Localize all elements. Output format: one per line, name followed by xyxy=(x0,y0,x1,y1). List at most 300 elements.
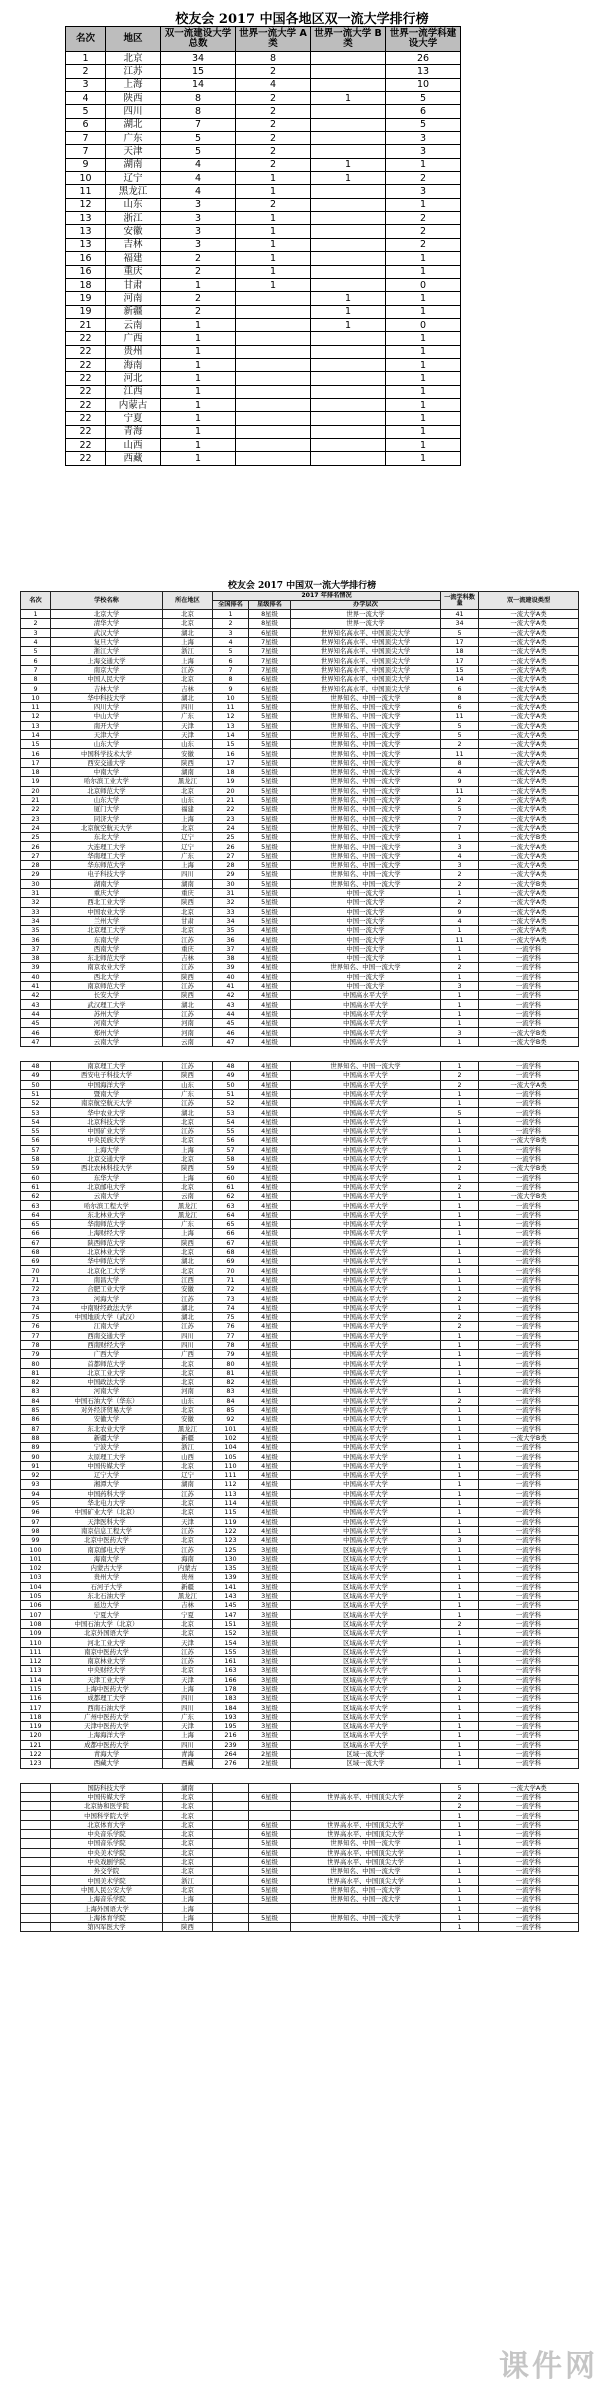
table-cell xyxy=(311,452,386,465)
table-cell: 78 xyxy=(213,1340,249,1349)
table-cell: 1 xyxy=(441,1154,479,1163)
table-cell: 一流学科 xyxy=(479,1009,579,1018)
table-cell: 一流大学A类 xyxy=(479,619,579,628)
table-cell: 区域高水平大学 xyxy=(291,1610,441,1619)
table-cell: 4星级 xyxy=(249,1127,291,1136)
table-row xyxy=(21,1108,579,1117)
table-row xyxy=(21,1885,579,1894)
table-cell: 7 xyxy=(213,665,249,674)
table-row xyxy=(21,721,579,730)
table-cell: 中国高水平大学 xyxy=(291,1154,441,1163)
table-cell: 1 xyxy=(386,332,461,345)
table-cell: 5星级 xyxy=(249,898,291,907)
table-cell: 一流大学A类 xyxy=(479,749,579,758)
table-cell: 浙江大学 xyxy=(51,647,163,656)
table-cell: 东北林业大学 xyxy=(51,1210,163,1219)
table-cell: 西北工业大学 xyxy=(51,898,163,907)
table-cell: 1 xyxy=(441,1867,479,1876)
table-cell: 山东 xyxy=(163,740,213,749)
table-row xyxy=(21,786,579,795)
table-row xyxy=(21,1876,579,1885)
table-cell: 一流大学A类 xyxy=(479,935,579,944)
table-cell: 16 xyxy=(21,749,51,758)
table-cell: 新疆大学 xyxy=(51,1433,163,1442)
table-cell: 天津医科大学 xyxy=(51,1517,163,1526)
column-header-region: 所在地区 xyxy=(163,592,213,610)
table-cell: 华北电力大学 xyxy=(51,1498,163,1507)
table-cell: 1 xyxy=(441,1839,479,1848)
table-cell: 5星级 xyxy=(249,795,291,804)
table-cell: 178 xyxy=(213,1684,249,1693)
table-cell: 26 xyxy=(21,842,51,851)
table-row xyxy=(66,78,461,91)
table-cell: 183 xyxy=(213,1694,249,1703)
table-cell: 河南 xyxy=(163,1028,213,1037)
table-cell: 华中科技大学 xyxy=(51,693,163,702)
column-header-rank: 名次 xyxy=(21,592,51,610)
table-row xyxy=(66,212,461,225)
table-cell: 18 xyxy=(213,768,249,777)
table-row xyxy=(21,647,579,656)
table-cell: 海南大学 xyxy=(51,1554,163,1563)
table-cell: 中国高水平大学 xyxy=(291,1229,441,1238)
table-cell: 中国高水平大学 xyxy=(291,1173,441,1182)
table-cell: 黑龙江 xyxy=(163,1210,213,1219)
table-row xyxy=(21,916,579,925)
table-cell: 8 xyxy=(236,52,311,65)
table-cell: 119 xyxy=(21,1722,51,1731)
table-cell: 上海 xyxy=(163,1913,213,1922)
table-cell: 1 xyxy=(236,278,311,291)
table-cell: 一流学科 xyxy=(479,1722,579,1731)
table-cell: 35 xyxy=(21,926,51,935)
table-cell: 3星级 xyxy=(249,1619,291,1628)
table-cell: 18 xyxy=(21,768,51,777)
table-row xyxy=(21,1783,579,1792)
table-cell: 73 xyxy=(213,1294,249,1303)
table-cell: 兰州大学 xyxy=(51,916,163,925)
table-row xyxy=(21,1848,579,1857)
table-cell: 5 xyxy=(21,647,51,656)
table-cell: 上海 xyxy=(106,78,161,91)
table-cell: 1 xyxy=(386,198,461,211)
table-row xyxy=(21,1820,579,1829)
table-cell: 5星级 xyxy=(249,916,291,925)
table-cell: 中国高水平大学 xyxy=(291,1396,441,1405)
table-cell: 一流学科 xyxy=(479,944,579,953)
table-cell: 一流大学A类 xyxy=(479,610,579,619)
table-row xyxy=(21,1694,579,1703)
table-cell: 中国美术学院 xyxy=(51,1876,163,1885)
table-cell: 安徽 xyxy=(106,225,161,238)
table-gap-cell xyxy=(21,1768,579,1783)
table-cell: 江南大学 xyxy=(51,1322,163,1331)
table-cell: 73 xyxy=(21,1294,51,1303)
table-cell: 安徽 xyxy=(163,1415,213,1424)
table-cell: 甘肃 xyxy=(106,278,161,291)
table-cell: 1 xyxy=(21,610,51,619)
table-cell: 3 xyxy=(21,628,51,637)
table-cell: 中国石油大学（北京） xyxy=(51,1619,163,1628)
table-cell: 一流学科 xyxy=(479,1266,579,1275)
table-cell: 4星级 xyxy=(249,1009,291,1018)
table-cell: 对外经济贸易大学 xyxy=(51,1405,163,1414)
table-cell: 1 xyxy=(441,1378,479,1387)
table-cell: 一流学科 xyxy=(479,1848,579,1857)
table-cell: 北京 xyxy=(163,1885,213,1894)
table-cell: 13 xyxy=(21,721,51,730)
table-cell: 湘潭大学 xyxy=(51,1480,163,1489)
table-cell: 一流学科 xyxy=(479,953,579,962)
table-cell: 一流学科 xyxy=(479,1247,579,1256)
table-cell: 世界知名、中国一流大学 xyxy=(291,740,441,749)
table-cell: 中国高水平大学 xyxy=(291,1424,441,1433)
table-cell: 37 xyxy=(21,944,51,953)
table-row xyxy=(21,1145,579,1154)
table-gap xyxy=(21,1046,579,1061)
table-cell: 50 xyxy=(21,1080,51,1089)
table-cell: 一流大学B类 xyxy=(479,1028,579,1037)
table-cell: 1 xyxy=(441,1387,479,1396)
table-cell xyxy=(249,1802,291,1811)
table-cell: 6星级 xyxy=(249,1857,291,1866)
table-cell: 中国石油大学（华东） xyxy=(51,1396,163,1405)
table-cell: 110 xyxy=(21,1638,51,1647)
table-cell: 4星级 xyxy=(249,1424,291,1433)
table-row xyxy=(21,1508,579,1517)
table-cell: 5星级 xyxy=(249,823,291,832)
table-cell: 4 xyxy=(441,768,479,777)
table-row xyxy=(21,1322,579,1331)
table-cell: 13 xyxy=(213,721,249,730)
table-cell: 135 xyxy=(213,1563,249,1572)
table-cell: 39 xyxy=(213,963,249,972)
table-cell: 4星级 xyxy=(249,1433,291,1442)
table-cell: 内蒙古 xyxy=(163,1563,213,1572)
table-cell: 一流大学B类 xyxy=(479,1136,579,1145)
table-cell: 44 xyxy=(213,1009,249,1018)
table-row xyxy=(21,1303,579,1312)
table-cell: 34 xyxy=(213,916,249,925)
table-cell: 2 xyxy=(161,292,236,305)
table-row xyxy=(21,851,579,860)
table-cell: 10 xyxy=(21,693,51,702)
table-cell: 中央财经大学 xyxy=(51,1666,163,1675)
table-row xyxy=(21,1061,579,1070)
table-cell: 2星级 xyxy=(249,1749,291,1758)
table-cell: 2 xyxy=(441,1182,479,1191)
table-row xyxy=(21,1867,579,1876)
table-cell xyxy=(311,132,386,145)
table-row xyxy=(66,158,461,171)
table-cell: 1 xyxy=(441,1359,479,1368)
table-row xyxy=(21,1452,579,1461)
table-cell: 北京 xyxy=(163,1848,213,1857)
table-cell: 53 xyxy=(21,1108,51,1117)
table-cell: 3星级 xyxy=(249,1684,291,1693)
table-cell: 南昌大学 xyxy=(51,1275,163,1284)
table-cell: 22 xyxy=(66,372,106,385)
table-cell xyxy=(311,265,386,278)
table-cell: 3星级 xyxy=(249,1554,291,1563)
table-cell: 115 xyxy=(213,1508,249,1517)
table-cell: 区域高水平大学 xyxy=(291,1731,441,1740)
table-cell: 一流大学A类 xyxy=(479,786,579,795)
table-cell xyxy=(311,212,386,225)
table-cell: 2 xyxy=(441,879,479,888)
table-cell: 世界知名、中国一流大学 xyxy=(291,814,441,823)
table-cell: 48 xyxy=(213,1061,249,1070)
table-cell: 58 xyxy=(21,1154,51,1163)
table-cell: 北京 xyxy=(163,675,213,684)
table-cell: 吉林 xyxy=(163,953,213,962)
table-cell: 2 xyxy=(441,740,479,749)
table-cell: 1 xyxy=(161,345,236,358)
table-cell: 中国高水平大学 xyxy=(291,1182,441,1191)
table-cell: 3 xyxy=(161,225,236,238)
table-row xyxy=(21,1554,579,1563)
table-cell: 96 xyxy=(21,1508,51,1517)
table-gap xyxy=(21,1768,579,1783)
table-cell: 120 xyxy=(21,1731,51,1740)
table-cell: 1 xyxy=(441,1666,479,1675)
table-cell: 95 xyxy=(21,1498,51,1507)
table-cell: 5星级 xyxy=(249,879,291,888)
table-cell: 广州中医药大学 xyxy=(51,1712,163,1721)
table-cell: 17 xyxy=(441,637,479,646)
table-cell: 4星级 xyxy=(249,1220,291,1229)
table-cell: 武汉大学 xyxy=(51,628,163,637)
table-cell: 1 xyxy=(386,358,461,371)
table-cell: 世界知名、中国一流大学 xyxy=(291,1895,441,1904)
table-cell: 99 xyxy=(21,1536,51,1545)
column-header-star-rank: 星级排名 xyxy=(249,601,291,610)
table-cell: 1 xyxy=(441,1563,479,1572)
table-cell: 上海外国语大学 xyxy=(51,1904,163,1913)
table-cell: 47 xyxy=(213,1037,249,1046)
table-row xyxy=(21,749,579,758)
table-cell: 西北大学 xyxy=(51,972,163,981)
table-cell: 5 xyxy=(213,647,249,656)
table-cell: 54 xyxy=(213,1117,249,1126)
table-cell: 北京 xyxy=(163,1802,213,1811)
table-cell: 一流大学A类 xyxy=(479,926,579,935)
table-cell: 重庆 xyxy=(163,888,213,897)
table-cell: 1 xyxy=(441,1192,479,1201)
table-cell: 区域高水平大学 xyxy=(291,1591,441,1600)
table-cell: 北京 xyxy=(163,1378,213,1387)
table-row xyxy=(21,823,579,832)
table-cell: 一流大学A类 xyxy=(479,702,579,711)
table-cell: 江苏 xyxy=(163,981,213,990)
table-cell: 3 xyxy=(441,1028,479,1037)
table-cell: 东华大学 xyxy=(51,1173,163,1182)
table-header-row xyxy=(21,592,579,601)
table-row xyxy=(21,1573,579,1582)
table-cell: 1 xyxy=(386,158,461,171)
table-row xyxy=(21,1703,579,1712)
table-cell: 河南 xyxy=(163,1019,213,1028)
table-cell: 复旦大学 xyxy=(51,637,163,646)
table-cell: 世界知名、中国一流大学 xyxy=(291,870,441,879)
table-cell: 一流学科 xyxy=(479,1638,579,1647)
table-cell: 世界知名、中国一流大学 xyxy=(291,702,441,711)
table-cell: 42 xyxy=(213,991,249,1000)
table-cell: 29 xyxy=(21,870,51,879)
table-cell: 38 xyxy=(213,953,249,962)
table-cell: 1 xyxy=(441,1285,479,1294)
table-row xyxy=(21,1656,579,1665)
table-cell: 5 xyxy=(161,132,236,145)
table-cell: 7 xyxy=(66,132,106,145)
table-row xyxy=(21,1192,579,1201)
table-cell: 22 xyxy=(66,398,106,411)
table-cell: 2 xyxy=(386,238,461,251)
table-cell: 4星级 xyxy=(249,1480,291,1489)
table-cell xyxy=(311,78,386,91)
table-cell: 1 xyxy=(441,1647,479,1656)
table-cell: 中国一流大学 xyxy=(291,953,441,962)
table-cell: 北京体育大学 xyxy=(51,1820,163,1829)
table-cell: 7 xyxy=(441,823,479,832)
table-cell: 1 xyxy=(311,172,386,185)
table-cell: 一流学科 xyxy=(479,1749,579,1758)
table-cell: 一流学科 xyxy=(479,1173,579,1182)
table-cell: 1 xyxy=(441,1019,479,1028)
table-cell: 2 xyxy=(441,1802,479,1811)
table-cell: 7星级 xyxy=(249,647,291,656)
table-cell: 江苏 xyxy=(163,1545,213,1554)
table-cell: 1 xyxy=(441,1340,479,1349)
table-cell: 北京师范大学 xyxy=(51,786,163,795)
table-cell: 北京 xyxy=(163,823,213,832)
table-cell: 147 xyxy=(213,1610,249,1619)
table-cell: 广西大学 xyxy=(51,1350,163,1359)
table-row xyxy=(21,740,579,749)
table-cell: 内蒙古 xyxy=(106,398,161,411)
table-cell: 4星级 xyxy=(249,1145,291,1154)
table-row xyxy=(21,1182,579,1191)
table-cell: 陕西 xyxy=(163,1922,213,1931)
table-cell: 长安大学 xyxy=(51,991,163,1000)
table-cell: 5星级 xyxy=(249,888,291,897)
table-cell xyxy=(21,1783,51,1792)
table-cell: 江苏 xyxy=(163,1526,213,1535)
table-cell: 北京 xyxy=(163,1857,213,1866)
table-cell: 北京 xyxy=(106,52,161,65)
table-cell: 郑州大学 xyxy=(51,1028,163,1037)
table-row xyxy=(21,1424,579,1433)
table-cell: 22 xyxy=(66,332,106,345)
table-cell: 86 xyxy=(21,1415,51,1424)
table-cell: 6星级 xyxy=(249,684,291,693)
table-cell: 一流学科 xyxy=(479,1145,579,1154)
table-cell: 一流学科 xyxy=(479,1610,579,1619)
table-cell: 上海 xyxy=(163,1895,213,1904)
table-cell: 一流大学A类 xyxy=(479,740,579,749)
table-cell: 8 xyxy=(161,105,236,118)
table-cell: 38 xyxy=(21,953,51,962)
table-cell xyxy=(311,398,386,411)
table-cell: 1 xyxy=(441,1904,479,1913)
table-row xyxy=(21,1071,579,1080)
table-cell: 湖北 xyxy=(163,1312,213,1321)
table-cell: 北京 xyxy=(163,1405,213,1414)
table-cell: 中山大学 xyxy=(51,712,163,721)
table-cell xyxy=(213,1867,249,1876)
table-cell: 一流学科 xyxy=(479,1666,579,1675)
table-cell: 一流学科 xyxy=(479,1619,579,1628)
table-cell: 5星级 xyxy=(249,1913,291,1922)
table-cell: 4星级 xyxy=(249,926,291,935)
table-cell: 北京 xyxy=(163,1792,213,1801)
table-cell: 3星级 xyxy=(249,1722,291,1731)
table-cell: 一流大学A类 xyxy=(479,795,579,804)
table-cell: 4 xyxy=(213,637,249,646)
table-cell: 2 xyxy=(161,265,236,278)
table-cell: 宁夏 xyxy=(106,412,161,425)
table-row xyxy=(21,758,579,767)
table-cell: 48 xyxy=(21,1061,51,1070)
table-cell: 云南大学 xyxy=(51,1037,163,1046)
table-cell: 193 xyxy=(213,1712,249,1721)
table-cell: 北京化工大学 xyxy=(51,1266,163,1275)
table-cell: 一流学科 xyxy=(479,1904,579,1913)
table-cell xyxy=(311,278,386,291)
table-row xyxy=(66,358,461,371)
table-cell xyxy=(21,1830,51,1839)
table-cell: 黑龙江 xyxy=(163,1424,213,1433)
table-cell: 92 xyxy=(21,1471,51,1480)
table-cell: 9 xyxy=(213,684,249,693)
table-cell: 江苏 xyxy=(163,1647,213,1656)
table-row xyxy=(21,1629,579,1638)
table-cell: 4星级 xyxy=(249,1340,291,1349)
table-cell: 区域高水平大学 xyxy=(291,1694,441,1703)
table-cell: 13 xyxy=(66,212,106,225)
table-cell: 世界知名、中国一流大学 xyxy=(291,1839,441,1848)
table-cell: 3星级 xyxy=(249,1703,291,1712)
table-cell: 1 xyxy=(161,318,236,331)
table-cell: 5星级 xyxy=(249,861,291,870)
table-cell: 北京 xyxy=(163,1619,213,1628)
table-row xyxy=(66,318,461,331)
table-row xyxy=(66,398,461,411)
table-cell: 上海 xyxy=(163,1173,213,1182)
table-cell: 3星级 xyxy=(249,1545,291,1554)
table-cell: 161 xyxy=(213,1656,249,1665)
table-cell xyxy=(21,1792,51,1801)
table-cell: 1 xyxy=(441,1675,479,1684)
table-cell: 62 xyxy=(213,1192,249,1201)
table-cell: 上海 xyxy=(163,1684,213,1693)
table-cell: 江苏 xyxy=(163,1489,213,1498)
table-cell: 四川 xyxy=(106,105,161,118)
table-cell: 浙江 xyxy=(163,1443,213,1452)
table-cell: 中国高水平大学 xyxy=(291,1099,441,1108)
table-cell: 首都师范大学 xyxy=(51,1359,163,1368)
table-cell: 1 xyxy=(441,1480,479,1489)
table-cell: 184 xyxy=(213,1703,249,1712)
table-cell: 山东 xyxy=(106,198,161,211)
table-cell: 123 xyxy=(213,1536,249,1545)
table-cell: 56 xyxy=(213,1136,249,1145)
table-cell: 山东 xyxy=(163,795,213,804)
table-cell xyxy=(236,372,311,385)
table-cell: 一流大学A类 xyxy=(479,805,579,814)
table-cell: 一流大学B类 xyxy=(479,1192,579,1201)
table-cell: 1 xyxy=(441,1452,479,1461)
